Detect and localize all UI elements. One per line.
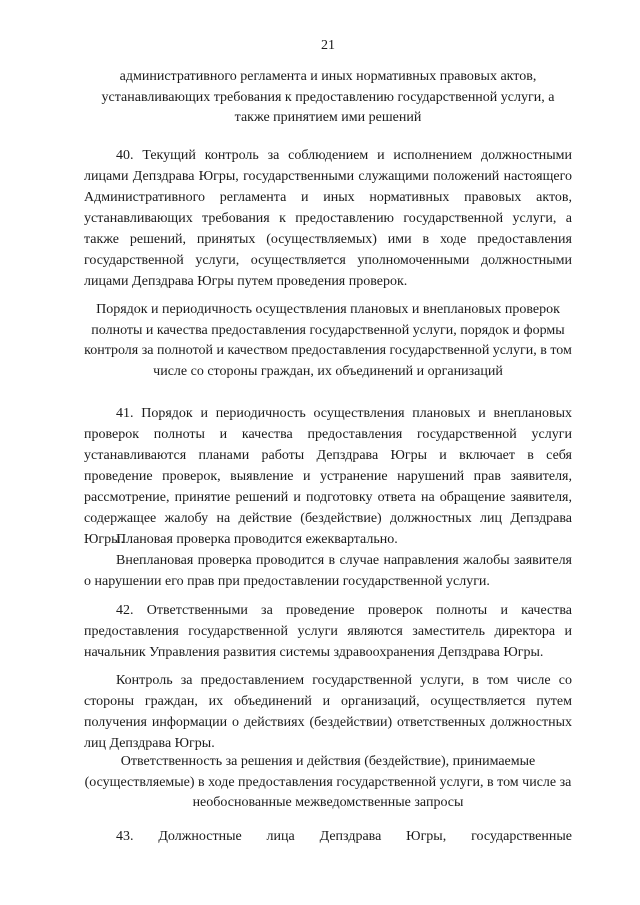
paragraph-unplanned-inspection: Внеплановая проверка проводится в случае направления жалобы заявителя о нарушении его прав при предоставлении государственной услуги. — [84, 553, 572, 589]
section-heading-inspections: Порядок и периодичность осуществления плановых и внеплановых проверок полноты и качества предоставления государственной услуги, порядок и формы контроля за полнотой и качеством предоставления государственной услуги, в том числе со стороны граждан, их объединений и организаций — [84, 302, 572, 379]
paragraph-citizen-control: Контроль за предоставлением государственной услуги, в том числе со стороны граждан, их объединений и организаций, осуществляется путем получения информации о действиях (бездействии) ответственных должностных лиц Депздрава Югры. — [84, 673, 572, 751]
paragraph-43: 43. Должностные лица Депздрава Югры, государственные — [116, 829, 572, 844]
section-heading-responsibility: Ответственность за решения и действия (бездействие), принимаемые (осуществляемые) в ходе предоставления государственной услуги, в том числе за необоснованные межведомственные запросы — [84, 754, 572, 810]
paragraph-42: 42. Ответственными за проведение проверок полноты и качества предоставления государственной услуги являются заместитель директора и начальник Управления развития системы здравоохранения Депздрава Югры. — [84, 603, 572, 660]
section-heading-control-continuation: административного регламента и иных нормативных правовых актов, устанавливающих требования к предоставлению государственной услуги, а также принятием ими решений — [101, 69, 555, 125]
paragraph-planned-inspection: Плановая проверка проводится ежеквартально. — [116, 532, 398, 547]
page-number: 21 — [321, 38, 335, 53]
paragraph-41: 41. Порядок и периодичность осуществления плановых и внеплановых проверок полноты и качества предоставления государственной услуги устанавливаются планами работы Депздрава Югры и включает в себя проведение проверок, выявление и устранение нарушений прав заявителя, рассмотрение, принятие решений и подготовку ответа на обращение заявителя, содержащее жалобу на действие (бездействие) должностных лиц Депздрава Югры. — [84, 406, 572, 547]
paragraph-40: 40. Текущий контроль за соблюдением и исполнением должностными лицами Депздрава Югры, государственными служащими положений настоящего Административного регламента и иных нормативных правовых актов, устанавливающих требования к предоставлению государственной услуги, а также решений, принятых (осуществляемых) ими в ходе предоставления государственной услуги, осуществляется уполномоченными должностными лицами Депздрава Югры путем проведения проверок. — [84, 148, 572, 289]
